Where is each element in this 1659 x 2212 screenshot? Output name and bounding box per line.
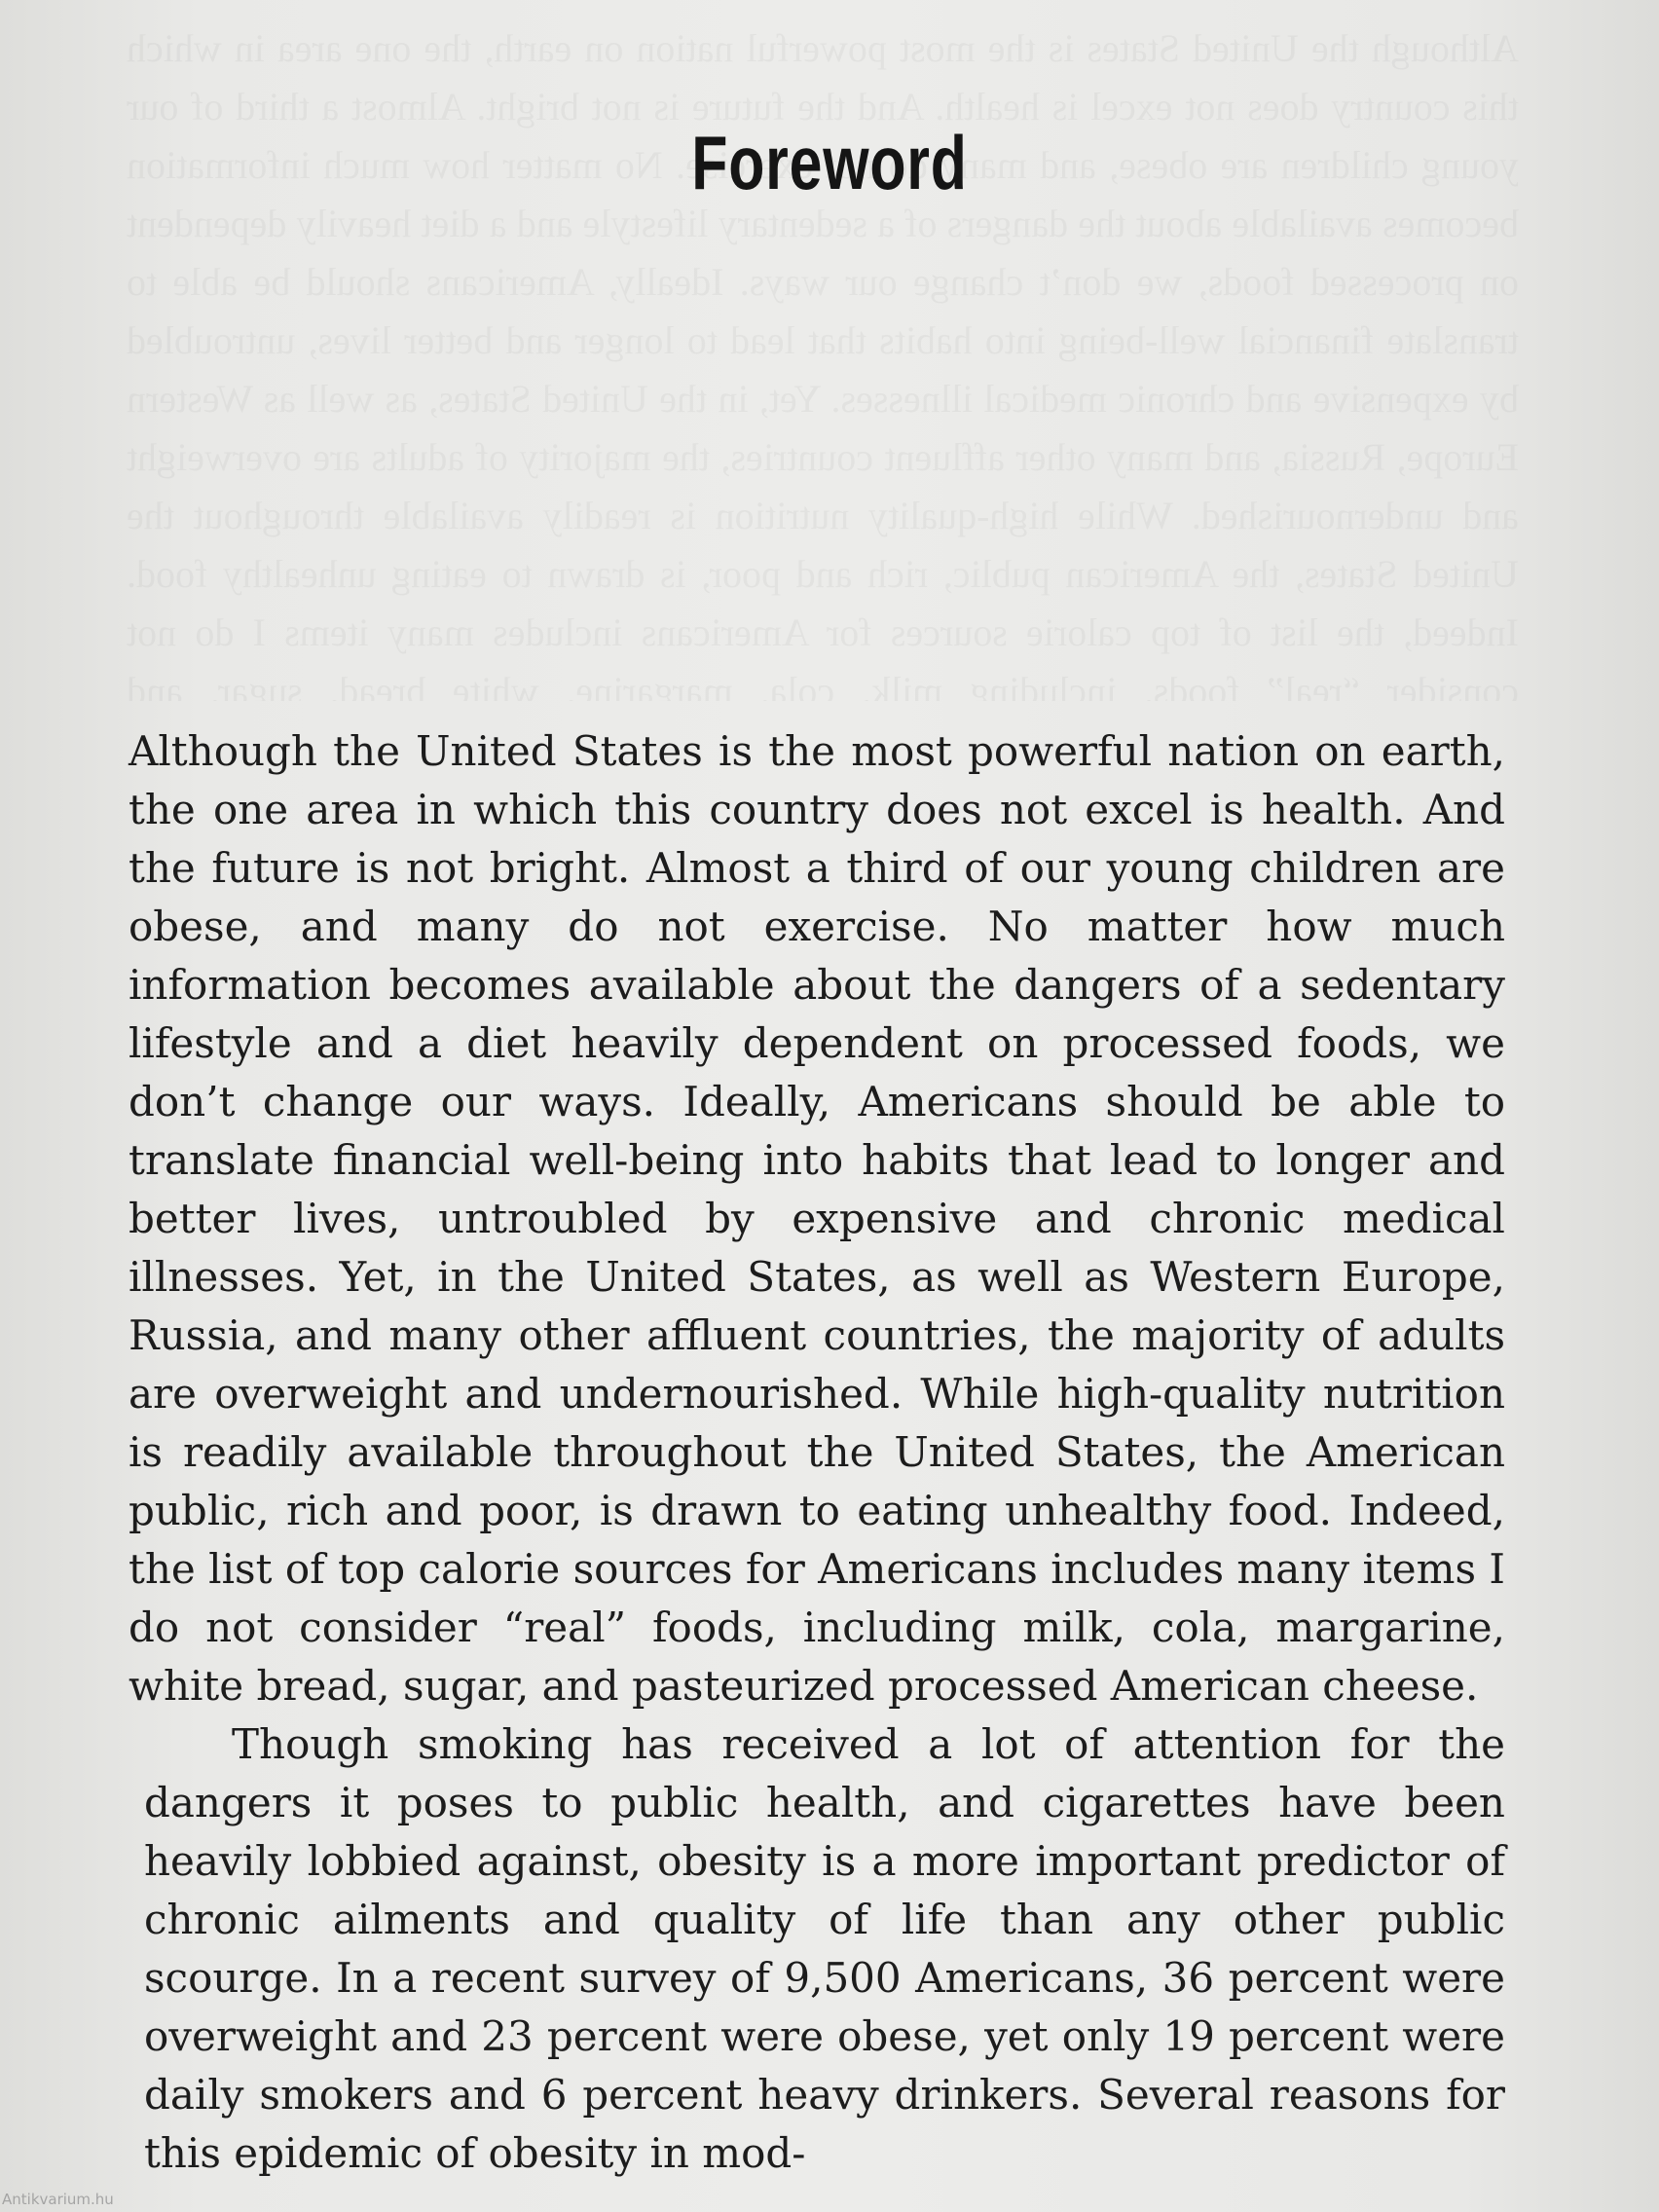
- watermark: Antikvarium.hu: [2, 2191, 114, 2208]
- paragraph-2: Though smoking has received a lot of attention for the dangers it poses to public health, and cigarettes have been heavily lobbied against, obesity is a more important predictor of chronic ailments and quality of life than any other public scourge. In a recent survey of 9,500 Americans, 36 percent were overweight and 23 percent were obese, yet only 19 percent were daily smokers and 6 percent heavy drinkers. Several reasons for this epidemic of obesity in mod-: [144, 1720, 1505, 2177]
- page-title: Foreword: [691, 120, 968, 206]
- body-text: [129, 722, 1505, 2183]
- paragraph-1: Although the United States is the most powerful nation on earth, the one area in which this country does not excel is health. And the future is not bright. Almost a third of our young children are obese, and many do not exercise. No matter how much information becomes available about the dangers of a sedentary lifestyle and a diet heavily dependent on processed foods, we don’t change our ways. Ideally, Americans should be able to translate financial well-being into habits that lead to longer and better lives, untroubled by expensive and chronic medical illnesses. Yet, in the United States, as well as Western Europe, Russia, and many other affluent countries, the majority of adults are overweight and undernourished. While high-quality nutrition is readily available throughout the United States, the American public, rich and poor, is drawn to eating unhealthy food. Indeed, the list of top calorie sources for Americans includes many items I do not consider “real” foods, including milk, cola, margarine, white bread, sugar, and pasteurized processed American cheese.: [129, 727, 1505, 1710]
